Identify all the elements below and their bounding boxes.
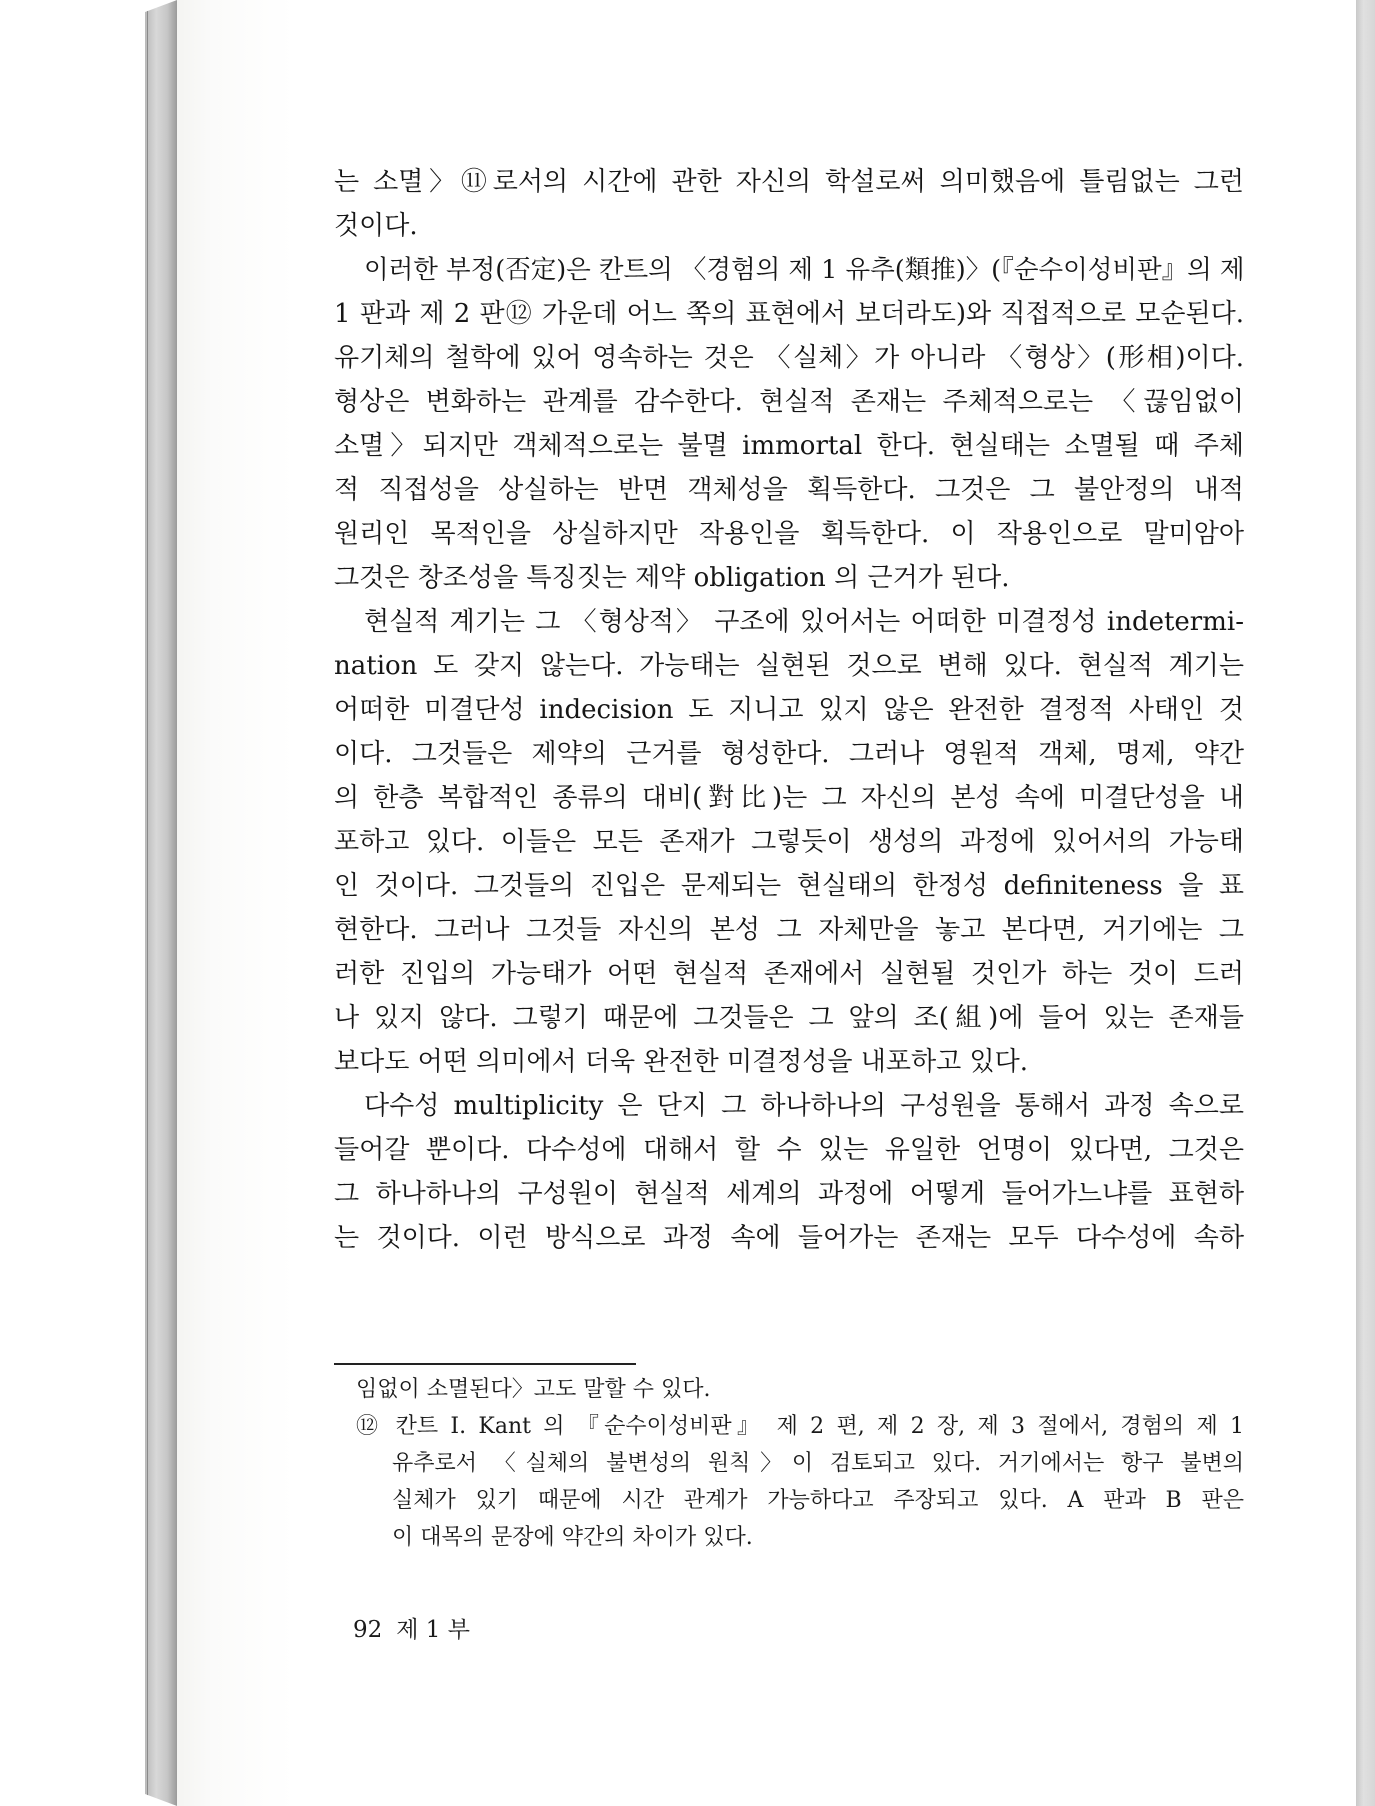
body-line: 나 있지 않다. 그렇기 때문에 그것들은 그 앞의 조(組)에 들어 있는 존재들 — [334, 1003, 1244, 1033]
body-line: 는 것이다. 이런 방식으로 과정 속에 들어가는 존재는 모두 다수성에 속하 — [334, 1223, 1244, 1253]
body-line: 다수성 multiplicity 은 단지 그 하나하나의 구성원을 통해서 과정 속으로 — [364, 1091, 1244, 1121]
page-footer — [353, 1611, 484, 1644]
footnote-rule — [334, 1363, 636, 1365]
body-line: 이다. 그것들은 제약의 근거를 형성한다. 그러나 영원적 객체, 명제, 약간 — [334, 739, 1244, 769]
body-line: 들어갈 뿐이다. 다수성에 대해서 할 수 있는 유일한 언명이 있다면, 그것은 — [334, 1135, 1244, 1165]
page-edge-left — [145, 0, 177, 1806]
body-line: 현실적 계기는 그 〈형상적〉 구조에 있어서는 어떠한 미결정성 indetermi- — [364, 607, 1244, 637]
body-line: 것이다. — [334, 211, 418, 241]
footnote-line: 실체가 있기 때문에 시간 관계가 가능하다고 주장되고 있다. A 판과 B 판은 — [392, 1488, 1244, 1513]
body-line: 형상은 변화하는 관계를 감수한다. 현실적 존재는 주체적으로는 〈끊임없이 — [334, 387, 1244, 417]
part-label: 제 1 부 — [396, 1617, 470, 1643]
body-line: 그것은 창조성을 특징짓는 제약 obligation 의 근거가 된다. — [334, 563, 1010, 593]
page-edge-right — [1356, 0, 1375, 1806]
body-line: 포하고 있다. 이들은 모든 존재가 그렇듯이 생성의 과정에 있어서의 가능태 — [334, 827, 1244, 857]
body-line: 보다도 어떤 의미에서 더욱 완전한 미결정성을 내포하고 있다. — [334, 1047, 1029, 1077]
body-line: 인 것이다. 그것들의 진입은 문제되는 현실태의 한정성 definiteness 을 표 — [334, 871, 1244, 901]
body-line: 소멸〉되지만 객체적으로는 불멸 immortal 한다. 현실태는 소멸될 때 주체 — [334, 431, 1244, 461]
body-line: 이러한 부정(否定)은 칸트의 〈경험의 제 1 유추(類推)〉(『순수이성비판』의 제 — [364, 255, 1245, 285]
body-line: 의 한층 복합적인 종류의 대비(對比)는 그 자신의 본성 속에 미결단성을 내 — [334, 783, 1244, 813]
body-line: 원리인 목적인을 상실하지만 작용인을 획득한다. 이 작용인으로 말미암아 — [334, 519, 1244, 549]
body-line: 현한다. 그러나 그것들 자신의 본성 그 자체만을 놓고 본다면, 거기에는 그 — [334, 915, 1244, 945]
footnote-line: 임없이 소멸된다〉고도 말할 수 있다. — [356, 1377, 711, 1402]
body-line: 러한 진입의 가능태가 어떤 현실적 존재에서 실현될 것인가 하는 것이 드러 — [334, 959, 1244, 989]
footnotes — [356, 1371, 1244, 1556]
body-text — [334, 160, 1244, 1260]
body-line: nation 도 갖지 않는다. 가능태는 실현된 것으로 변해 있다. 현실적 계기는 — [334, 651, 1244, 681]
body-line: 는 소멸〉⑪로서의 시간에 관한 자신의 학설로써 의미했음에 틀림없는 그런 — [334, 167, 1244, 197]
body-line: 적 직접성을 상실하는 반면 객체성을 획득한다. 그것은 그 불안정의 내적 — [334, 475, 1244, 505]
body-line: 유기체의 철학에 있어 영속하는 것은 〈실체〉가 아니라 〈형상〉(形相)이다. — [334, 343, 1244, 373]
footnote-line: 유추로서 〈실체의 불변성의 원칙〉이 검토되고 있다. 거기에서는 항구 불변의 — [392, 1451, 1244, 1476]
footnote-line: ⑫ 칸트 I. Kant 의 『순수이성비판』 제 2 편, 제 2 장, 제 3 절에서, 경험의 제 1 — [356, 1414, 1244, 1439]
footnote-line: 이 대목의 문장에 약간의 차이가 있다. — [392, 1525, 753, 1550]
body-line: 그 하나하나의 구성원이 현실적 세계의 과정에 어떻게 들어가느냐를 표현하 — [334, 1179, 1244, 1209]
page-number: 92 — [353, 1617, 383, 1643]
body-line: 1 판과 제 2 판⑫ 가운데 어느 쪽의 표현에서 보더라도)와 직접적으로 모순된다. — [334, 299, 1244, 329]
body-line: 어떠한 미결단성 indecision 도 지니고 있지 않은 완전한 결정적 사태인 것 — [334, 695, 1244, 725]
